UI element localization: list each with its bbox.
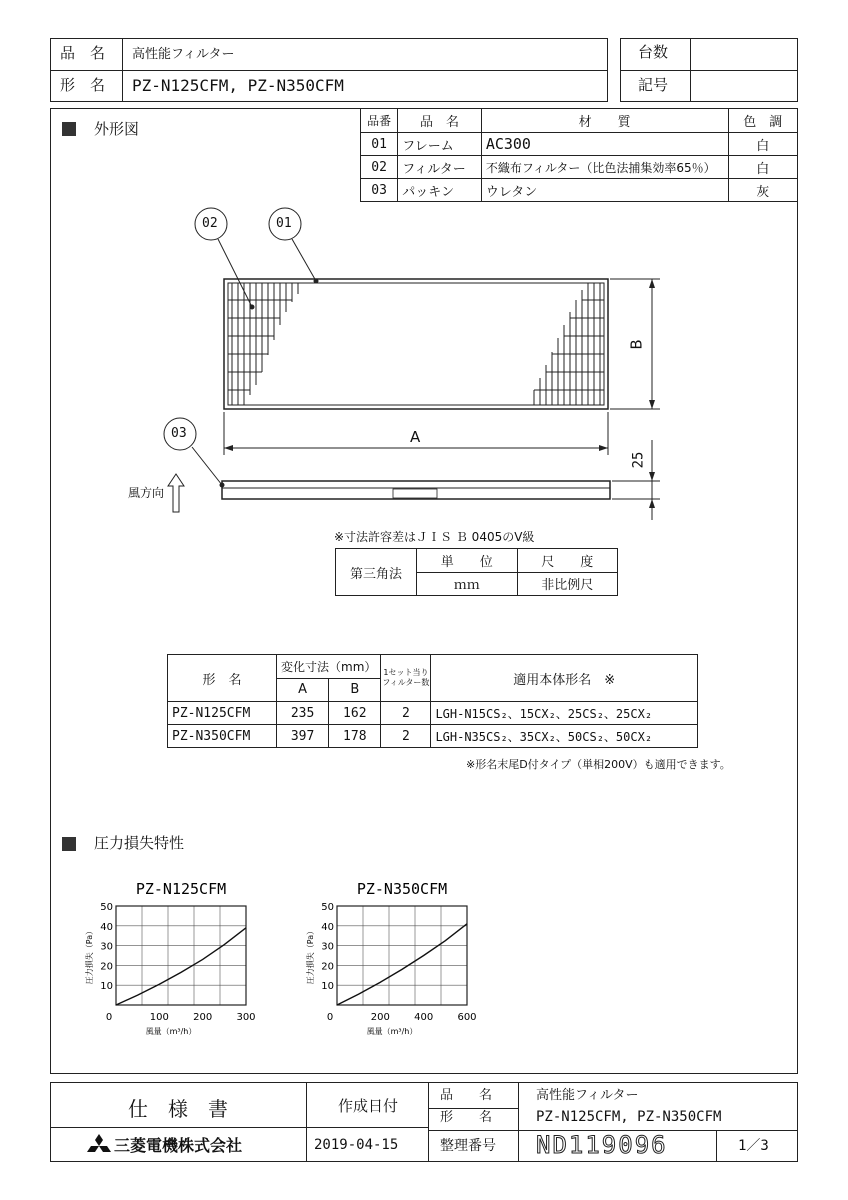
chart-title: PZ-N350CFM [356, 880, 448, 898]
size-row-model: PZ-N350CFM [168, 725, 277, 748]
chart-xtick-label: 600 [457, 1012, 477, 1023]
chart-xtick-label: 200 [370, 1012, 390, 1023]
chart-xlabel: 風量（m³/h） [145, 1027, 197, 1036]
footer-model-value: PZ-N125CFM, PZ-N350CFM [536, 1109, 722, 1125]
size-col-dims: 変化寸法（mm） [277, 655, 381, 679]
chart-xtick-label: 400 [414, 1012, 434, 1023]
chart-ytick-label: 30 [100, 941, 113, 953]
size-col-per-set-line1: 1セット当り [383, 668, 429, 678]
size-row-model: PZ-N125CFM [168, 702, 277, 725]
size-table-note: ※形名末尾D付タイプ（単相200V）も適用できます。 [466, 758, 731, 771]
parts-row-name: フィルター [398, 156, 482, 179]
parts-header-material: 材 質 [481, 109, 728, 133]
parts-row-no: 02 [361, 156, 398, 179]
size-col-b: B [329, 678, 381, 702]
parts-header-color: 色 調 [728, 109, 798, 133]
chart-ytick-label: 50 [100, 902, 113, 913]
chart-ytick-label: 30 [321, 941, 334, 953]
mark-label: 記号 [638, 76, 669, 94]
dimension-b-label: B [627, 339, 646, 350]
unit-label: 単 位 [417, 549, 518, 573]
size-row-a: 397 [277, 725, 329, 748]
size-col-per-set-line2: フィルター数 [382, 678, 430, 687]
parts-row-material: 不織布フィルター（比色法捕集効率65％） [481, 156, 728, 179]
projection-method: 第三角法 [336, 549, 417, 596]
parts-row-color: 白 [728, 156, 798, 179]
doc-type: 仕 様 書 [128, 1097, 228, 1121]
parts-header-name: 品 名 [398, 109, 482, 133]
callout-02-label: 02 [202, 216, 218, 231]
header-name-label: 品 名 [60, 44, 106, 62]
parts-row-material: AC300 [481, 133, 728, 156]
chart-ytick-label: 20 [321, 961, 334, 973]
pressure-title: 圧力損失特性 [94, 834, 185, 852]
chart-ylabel: 圧力損失（Pa） [306, 926, 315, 985]
callout-03-label: 03 [171, 426, 187, 441]
size-col-a: A [277, 678, 329, 702]
count-label: 台数 [638, 43, 669, 61]
size-row-b: 162 [329, 702, 381, 725]
footer-name-value: 高性能フィルター [536, 1088, 639, 1103]
chart-ytick-label: 20 [100, 961, 113, 973]
chart-plot-area [337, 906, 467, 1005]
chart-title: PZ-N125CFM [135, 880, 227, 898]
size-col-body: 適用本体形名 ※ [431, 655, 698, 702]
scale-value: 非比例尺 [517, 572, 618, 596]
size-row-body: LGH-N15CS₂、15CX₂、25CS₂、25CX₂ [431, 702, 698, 725]
parts-row-color: 白 [728, 133, 798, 156]
header-model-value: PZ-N125CFM, PZ-N350CFM [132, 76, 344, 95]
size-row-b: 178 [329, 725, 381, 748]
chart-xtick-label: 0 [326, 1012, 334, 1023]
chart-plot-area [116, 906, 246, 1005]
size-row-body: LGH-N35CS₂、35CX₂、50CS₂、50CX₂ [431, 725, 698, 748]
company-name: 三菱電機株式会社 [114, 1136, 243, 1155]
callout-01-label: 01 [276, 216, 292, 231]
dimension-a-label: A [410, 428, 421, 446]
chart-ytick-label: 40 [321, 921, 334, 933]
parts-row-material: ウレタン [481, 179, 728, 202]
parts-header-no: 品番 [361, 109, 398, 133]
parts-row-name: フレーム [398, 133, 482, 156]
parts-row-name: パッキン [398, 179, 482, 202]
size-row-qty: 2 [381, 725, 431, 748]
unit-value: ｍｍ [417, 572, 518, 596]
number-label: 整理番号 [440, 1138, 496, 1154]
parts-row-no: 01 [361, 133, 398, 156]
chart-ylabel: 圧力損失（Pa） [85, 926, 94, 985]
parts-row-no: 03 [361, 179, 398, 202]
scale-label: 尺 度 [517, 549, 618, 573]
created-label: 作成日付 [338, 1097, 399, 1115]
airflow-label: 風方向 [128, 486, 165, 500]
size-row-qty: 2 [381, 702, 431, 725]
footer-model-label: 形 名 [440, 1110, 493, 1125]
outline-title: 外形図 [94, 120, 140, 138]
chart-ytick-label: 10 [321, 981, 334, 993]
header-model-label: 形 名 [60, 76, 106, 94]
dimension-25-label: 25 [630, 451, 647, 469]
footer-name-label: 品 名 [440, 1088, 493, 1103]
chart-xlabel: 風量（m³/h） [366, 1027, 418, 1036]
company-logo-icon [84, 1134, 114, 1158]
chart-series-line [337, 924, 467, 1005]
header-name-value: 高性能フィルター [132, 47, 235, 62]
parts-row-color: 灰 [728, 179, 798, 202]
created-date: 2019-04-15 [314, 1137, 399, 1153]
chart-series-line [116, 928, 246, 1005]
chart-xtick-label: 100 [149, 1012, 169, 1023]
chart-ytick-label: 10 [100, 981, 113, 993]
number-value: ND119096 [536, 1131, 668, 1159]
tolerance-note: ※寸法許容差はＪＩＳ Ｂ 0405のV級 [334, 530, 535, 544]
page-number: 1／3 [738, 1138, 769, 1154]
chart-xtick-label: 0 [105, 1012, 113, 1023]
chart-xtick-label: 300 [236, 1012, 256, 1023]
chart-ytick-label: 40 [100, 921, 113, 933]
chart-xtick-label: 200 [193, 1012, 213, 1023]
size-row-a: 235 [277, 702, 329, 725]
chart-ytick-label: 50 [321, 902, 334, 913]
size-col-model: 形 名 [168, 655, 277, 702]
